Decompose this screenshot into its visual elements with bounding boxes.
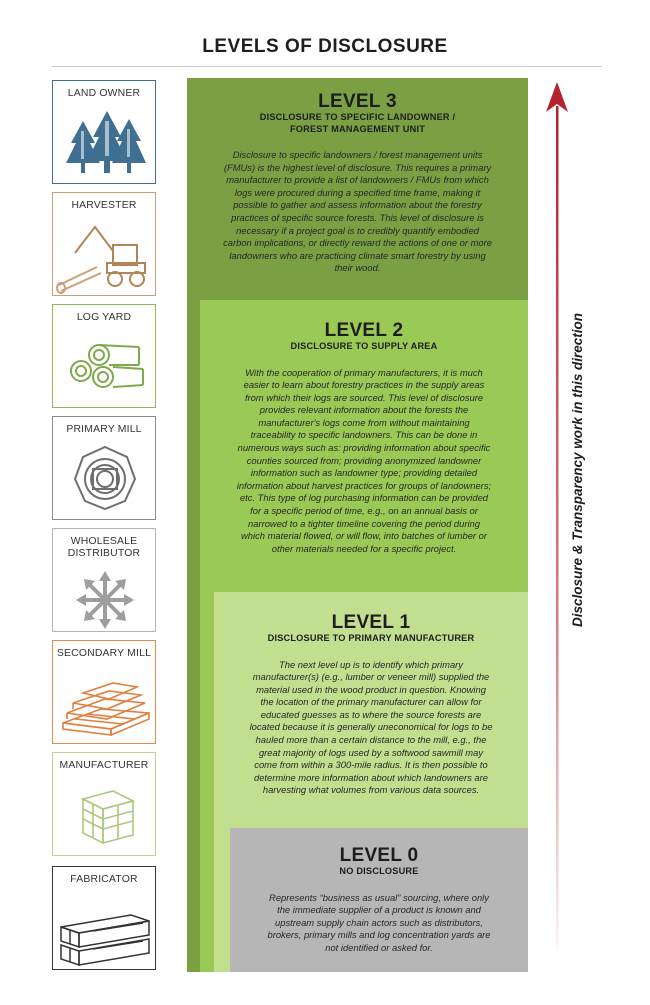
level-2-text-line: manufacturer's logs come from without maintaining (258, 416, 470, 428)
level-3-text-line: Disclosure to specific landowners / forest management units (232, 149, 483, 160)
role-land-owner (52, 80, 156, 184)
level-0-text-line: upstream supply chain actors such as distributors, (275, 916, 483, 928)
level-2-text-line: traceability to specific landowners. This can be done in (250, 429, 478, 441)
level-3-text-line: carbon implications, or directly reward the actions of one or more (223, 237, 492, 249)
role-label: HARVESTER (71, 200, 137, 211)
level-2-text-line: narrowed to a tighter timeline covering the period during (248, 517, 480, 529)
role-label: FABRICATOR (70, 874, 138, 885)
level-1-text-line: located because it is generally uneconomical for logs to be (249, 721, 493, 733)
title-divider (52, 66, 602, 67)
level-2-text-line: information such as landowner type; providing detailed (250, 467, 478, 479)
page-title: LEVELS OF DISCLOSURE (202, 36, 448, 57)
level-0-text-line: brokers, primary mills and log concentration yards are (267, 929, 491, 941)
level-3-text-line: logs were procured during a specified time frame, making it (234, 186, 481, 198)
level-1-text-line: great majority of logs used by a softwood sawmill may (258, 746, 484, 758)
level-1-text-line: the location of the primary manufacturer can allow for (260, 696, 482, 708)
level-3-heading: LEVEL 3 (318, 91, 397, 112)
level-2-text-line: counties sourced from; providing anonymized landowner (246, 454, 482, 466)
level-2-heading: LEVEL 2 (324, 320, 404, 341)
role-label: LOG YARD (76, 312, 132, 323)
level-2-text-line: other materials needed for a specific project. (271, 542, 457, 554)
role-log-yard (52, 304, 156, 408)
level-1-subheading: DISCLOSURE TO PRIMARY MANUFACTURER (267, 633, 475, 643)
role-secondary-mill (52, 640, 156, 744)
role-harvester (52, 192, 156, 296)
level-1-heading: LEVEL 1 (331, 612, 411, 633)
level-0-panel (230, 828, 528, 972)
level-2-text-line: numerous ways such as: providing information about specific (237, 442, 491, 454)
level-0-subheading: NO DISCLOSURE (339, 866, 419, 876)
level-2-text-line: for a specific period of time, e.g., on an annual basis or (250, 505, 478, 517)
level-3-text-line: manufacturer to provide a list of landowners / FMUs from which (226, 174, 489, 186)
level-1-text-line: manufacturer(s) (e.g., lumber or veneer mill) supplied the (252, 671, 490, 683)
level-3-description (187, 149, 528, 275)
level-0-text-line: Represents “business as usual” sourcing, where only (269, 891, 489, 903)
level-3-text-line: their wood. (334, 262, 381, 274)
level-3-text-line: landowners who are practicing climate smart forestry by using (229, 249, 486, 261)
role-label: SECONDARY MILL (56, 648, 152, 659)
level-2-text-line: With the cooperation of primary manufacturers, it is much (245, 366, 483, 378)
level-3-subheading (187, 112, 528, 135)
wood-product-icon (53, 753, 157, 857)
role-primary-mill (52, 416, 156, 520)
level-1-text-line: harvesting what volumes from various data sources. (262, 784, 480, 796)
level-1-description (214, 659, 528, 798)
log-pile-icon (53, 305, 157, 409)
beam-stack-icon (53, 867, 157, 971)
level-2-text-line: provides relevant information about the forests the (259, 404, 469, 416)
pine-trees-icon (53, 81, 157, 185)
role-label: WHOLESALE DISTRIBUTOR (67, 536, 141, 559)
level-2-subheading: DISCLOSURE TO SUPPLY AREA (290, 341, 438, 351)
level-1-text-line: material used in the wood product in question. Knowing (256, 683, 486, 695)
role-wholesale-distributor (52, 528, 156, 632)
lumber-stack-icon (53, 641, 157, 745)
level-3-subheading-line: FOREST MANAGEMENT UNIT (289, 123, 426, 134)
harvester-machine-icon (53, 193, 157, 297)
level-2-text-line: easier to learn about forestry practices in the supply areas (243, 379, 485, 391)
role-label: MANUFACTURER (59, 760, 149, 771)
saw-blade-log-icon (53, 417, 157, 521)
level-3-text-line: (FMUs) is the highest level of disclosure. This requires a primary (223, 161, 492, 173)
level-1-text-line: hauled more than a certain distance to the mill, e.g., the (255, 734, 487, 746)
role-fabricator (52, 866, 156, 970)
level-1-text-line: determine more information about which landowners are (254, 771, 488, 783)
level-1-text-line: educated guesses as to where the source forests are (260, 708, 482, 720)
arrow-shaft (556, 106, 559, 951)
level-0-description (230, 892, 528, 955)
role-manufacturer (52, 752, 156, 856)
level-3-text-line: necessary if a project goal is to credibly quantify embodied (236, 224, 479, 236)
distribution-arrows-icon (53, 529, 157, 633)
level-3-text-line: practices of specific source forests. This level of disclosure is (231, 211, 484, 223)
level-2-description (200, 367, 528, 556)
level-0-text-line: not identified or asked for. (325, 941, 433, 953)
level-2-text-line: from which their logs are sourced. This level of disclosure (244, 391, 484, 403)
level-0-heading: LEVEL 0 (339, 845, 419, 866)
level-0-text-line: the immediate supplier of a product is known and (277, 904, 481, 916)
level-2-text-line: etc. This type of log purchasing information can be provided (239, 492, 489, 504)
role-label: PRIMARY MILL (66, 424, 142, 435)
level-2-text-line: which material flowed, or will flow, into batches of lumber or (241, 530, 487, 542)
level-3-subheading-line: DISCLOSURE TO SPECIFIC LANDOWNER / (259, 112, 456, 122)
level-1-text-line: The next level up is to identify which primary (279, 658, 463, 670)
role-label: LAND OWNER (67, 88, 141, 99)
arrow-label: Disclosure & Transparency work in this direction (570, 312, 585, 628)
level-1-text-line: come from within a 300-mile radius. It is then possible to (254, 759, 488, 771)
level-2-text-line: information about harvest practices for groups of landowners; (236, 479, 492, 491)
level-3-text-line: possible to gather and assess information about the forestry (233, 199, 482, 211)
